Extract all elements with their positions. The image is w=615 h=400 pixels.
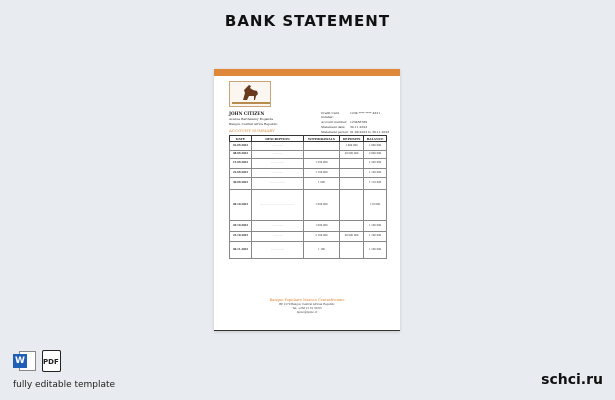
footer-line: BP 1279 Bangui, Central African Republic xyxy=(279,303,335,306)
row-date: 08.09.2023 xyxy=(230,151,252,159)
detail-value: 01.09.2023 to 30.11.2023 xyxy=(350,130,390,134)
bank-logo xyxy=(229,81,271,107)
format-icons xyxy=(13,350,63,372)
table-row xyxy=(230,142,387,151)
word-badge: W xyxy=(13,354,27,368)
row-date: 22.09.2023 xyxy=(230,169,252,178)
column-header-description: DESCRIPTION xyxy=(252,136,304,142)
detail-value: 30.11.2023 xyxy=(350,125,368,129)
row-deposit xyxy=(339,169,363,178)
row-description: ·· ·· ·· ·· ·· ·· ·· xyxy=(252,178,304,190)
column-header-withdrawals: WITHDRAWALS xyxy=(304,136,340,142)
row-deposit xyxy=(339,178,363,190)
row-withdrawal: 1 100 xyxy=(304,242,340,259)
row-description: ·· ·· ·· ·· xyxy=(252,151,304,159)
table-row xyxy=(230,190,387,221)
logo-caption xyxy=(232,102,270,104)
table-row xyxy=(230,169,387,178)
pdf-icon[interactable] xyxy=(41,350,63,372)
row-deposit: 20 000 000 xyxy=(339,151,363,159)
row-withdrawal: 1 000 000 xyxy=(304,221,340,232)
detail-label: Account number: xyxy=(321,120,348,124)
row-deposit xyxy=(339,159,363,169)
word-icon[interactable] xyxy=(13,350,37,372)
row-description: ·· ·· ·· ·· ·· ·· xyxy=(252,159,304,169)
table-row xyxy=(230,232,387,242)
row-withdrawal: 2 100 000 xyxy=(304,232,340,242)
row-withdrawal xyxy=(304,142,340,151)
bank-footer xyxy=(214,298,400,314)
document-bottom-line xyxy=(214,330,400,331)
address-line: Bangui, Central Africa Republic xyxy=(229,122,278,126)
row-withdrawal: 1 000 000 xyxy=(304,190,340,221)
statement-preview[interactable] xyxy=(214,69,400,331)
document-top-bar xyxy=(214,69,400,76)
detail-label: Statement period: xyxy=(321,130,349,134)
row-date: 30.09.2023 xyxy=(230,178,252,190)
table-row xyxy=(230,159,387,169)
row-balance: 119 000 xyxy=(364,190,387,221)
account-holder-block xyxy=(229,111,277,126)
row-deposit: 1 000 000 xyxy=(339,142,363,151)
row-withdrawal xyxy=(304,151,340,159)
row-balance: 2 000 000 xyxy=(364,151,387,159)
detail-value: 1234 **** **** 4321 xyxy=(350,111,381,115)
account-details xyxy=(321,111,389,135)
row-date: 01.09.2023 xyxy=(230,142,252,151)
table-row xyxy=(230,151,387,159)
row-withdrawal: 1 250 000 xyxy=(304,159,340,169)
row-balance: 1 119 000 xyxy=(364,178,387,190)
site-watermark: schci.ru xyxy=(541,372,603,388)
row-balance: 1 100 000 xyxy=(364,242,387,259)
row-description: ·· ·· ·· ·· ·· xyxy=(252,142,304,151)
row-date: 06.11.2023 xyxy=(230,242,252,259)
row-balance: 1 100 000 xyxy=(364,221,387,232)
row-description: ·· ·· ·· ·· ·· xyxy=(252,169,304,178)
row-withdrawal: 1 100 000 xyxy=(304,169,340,178)
table-row xyxy=(230,178,387,190)
row-balance: 1 120 000 xyxy=(364,169,387,178)
address-line: Avenue Barthélemy Boganda xyxy=(229,117,274,121)
row-date: 06.10.2023 xyxy=(230,190,252,221)
row-description: ·· ·· ·· ·· ·· ·· ·· ·· ·· ·· ·· ·· ·· ·· ·· xyxy=(252,190,304,221)
row-deposit: 20 000 000 xyxy=(339,232,363,242)
row-description: ·· ·· ·· ·· ·· xyxy=(252,221,304,232)
row-balance: 1 000 000 xyxy=(364,142,387,151)
table-row xyxy=(230,221,387,232)
row-balance: 1 100 000 xyxy=(364,232,387,242)
page-heading: BANK STATEMENT xyxy=(224,12,391,30)
footer-line: Tel: +236 21 61 39 63 xyxy=(292,307,322,310)
footer-line: bpmc@bpmc.cf xyxy=(296,311,318,314)
column-header-deposits: DEPOSITS xyxy=(339,136,363,142)
editable-caption: fully editable template xyxy=(13,380,116,390)
row-date: 23.10.2023 xyxy=(230,232,252,242)
row-withdrawal: 1 000 xyxy=(304,178,340,190)
row-deposit xyxy=(339,221,363,232)
account-summary-title: ACCOUNT SUMMARY xyxy=(229,128,275,133)
row-balance: 1 220 000 xyxy=(364,159,387,169)
row-date: 15.09.2023 xyxy=(230,159,252,169)
row-description: ·· ·· ·· ·· ·· ·· xyxy=(252,242,304,259)
row-date: 20.10.2023 xyxy=(230,221,252,232)
row-deposit xyxy=(339,242,363,259)
column-header-date: DATE xyxy=(230,136,252,142)
footer-bank-name: Banque Populaire Maroco Centrafricaine xyxy=(269,298,345,302)
account-holder-name: JOHN CITIZEN xyxy=(229,111,265,116)
table-row xyxy=(230,242,387,259)
horse-logo-icon xyxy=(240,84,260,102)
detail-label: Statement date: xyxy=(321,125,346,129)
pdf-label: PDF xyxy=(43,358,59,366)
detail-value: 123456789 xyxy=(350,120,368,124)
row-deposit xyxy=(339,190,363,221)
column-header-balance: BALANCE xyxy=(364,136,387,142)
row-description: ·· ·· ·· ·· xyxy=(252,232,304,242)
detail-label: Credit Card number: xyxy=(321,111,339,119)
transactions-table xyxy=(229,135,387,259)
